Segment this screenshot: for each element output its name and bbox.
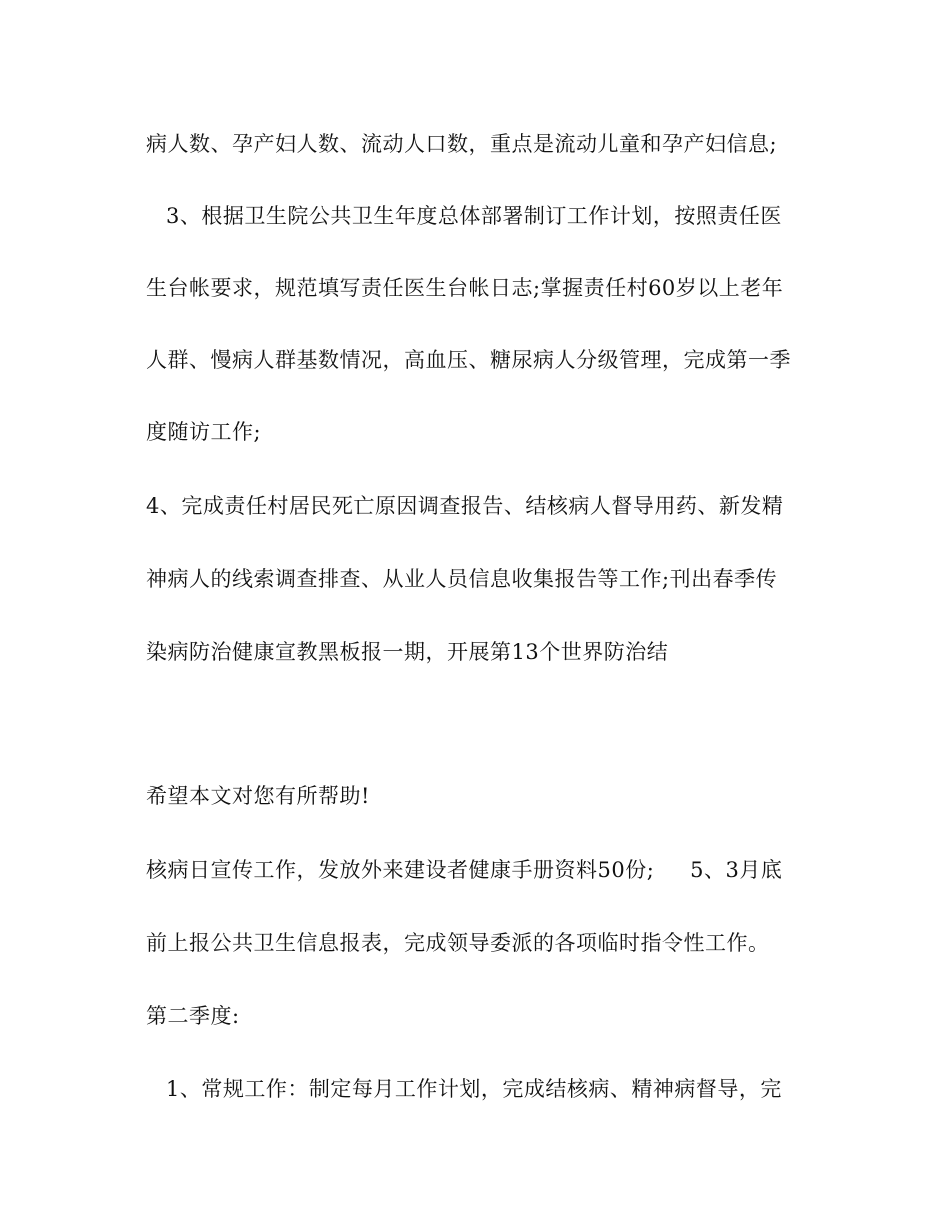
closing-note: 希望本文对您有所帮助! [146,784,370,808]
text-line: 神病人的线索调查排查、从业人员信息收集报告等工作;刊出春季传 [146,567,778,591]
text-line: 4、完成责任村居民死亡原因调查报告、结核病人督导用药、新发精 [146,494,784,518]
text-line: 病人数、孕产妇人数、流动人口数，重点是流动儿童和孕产妇信息; [146,132,778,156]
text-line: 前上报公共卫生信息报表，完成领导委派的各项临时指令性工作。 [146,931,770,955]
text-line: 1、常规工作：制定每月工作计划，完成结核病、精神病督导，完 [166,1077,782,1101]
section-heading: 第二季度: [146,1004,240,1028]
text-line: 人群、慢病人群基数情况，高血压、糖尿病人分级管理，完成第一季 [146,348,791,372]
text-line: 生台帐要求，规范填写责任医生台帐日志;掌握责任村60岁以上老年 [146,276,784,300]
text-line: 3、根据卫生院公共卫生年度总体部署制订工作计划，按照责任医 [166,204,782,228]
text-line: 核病日宣传工作，发放外来建设者健康手册资料50份; 5、3月底 [146,858,783,882]
text-line: 度随访工作; [146,420,262,444]
text-line: 染病防治健康宣教黑板报一期，开展第13个世界防治结 [146,640,669,664]
